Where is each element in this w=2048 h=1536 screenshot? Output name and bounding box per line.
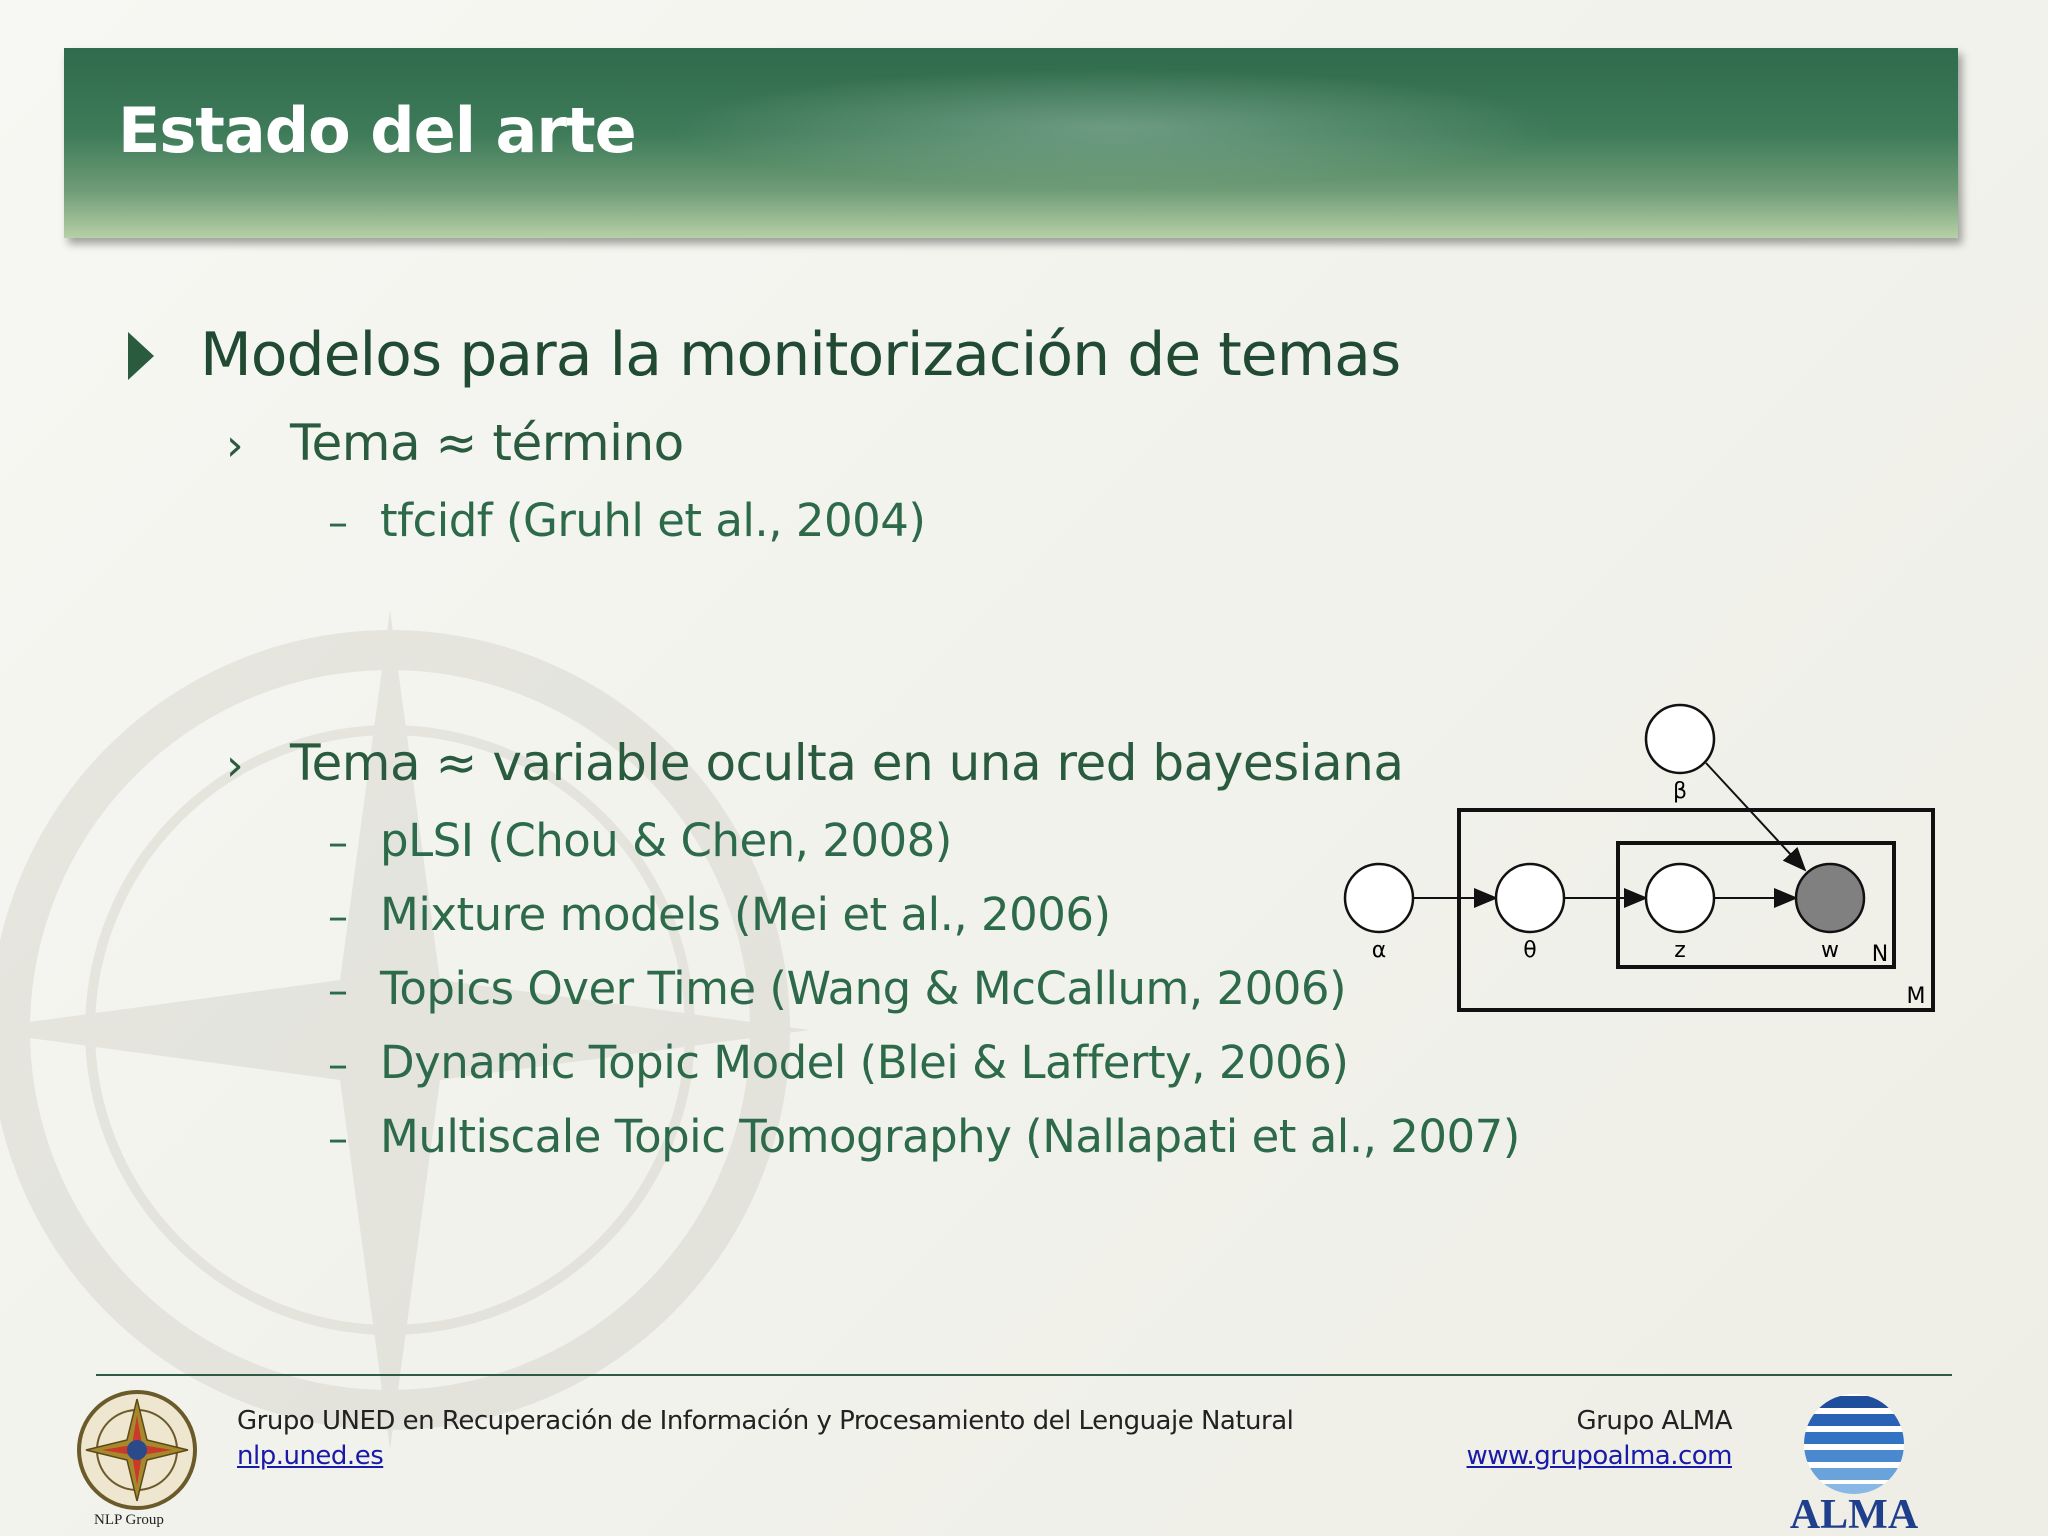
node-beta bbox=[1646, 705, 1714, 773]
triangle-bullet-icon bbox=[128, 332, 154, 380]
label-alpha: α bbox=[1371, 938, 1387, 963]
footer-right bbox=[1467, 1404, 1732, 1474]
dash-bullet-icon: – bbox=[328, 968, 348, 1014]
dash-bullet-icon: – bbox=[328, 1116, 348, 1162]
node-z bbox=[1646, 864, 1714, 932]
alma-group-name: Grupo ALMA bbox=[1576, 1406, 1732, 1436]
list-item: tfcidf (Gruhl et al., 2004) bbox=[380, 494, 926, 547]
nlp-uned-link[interactable]: nlp.uned.es bbox=[237, 1441, 384, 1471]
list-item: Mixture models (Mei et al., 2006) bbox=[380, 888, 1111, 941]
chevron-bullet-icon: › bbox=[226, 740, 244, 791]
uned-group-name: Grupo UNED en Recuperación de Información y Procesamiento del Lenguaje Natural bbox=[237, 1406, 1294, 1436]
node-w bbox=[1796, 864, 1864, 932]
sub-bullet-termino: Tema ≈ término bbox=[290, 414, 684, 472]
compass-watermark bbox=[0, 580, 840, 1480]
footer-left bbox=[237, 1404, 1293, 1474]
footer-divider bbox=[96, 1374, 1952, 1376]
plate-label-m: M bbox=[1906, 984, 1926, 1009]
alma-logo-text: ALMA bbox=[1789, 1492, 1919, 1532]
list-item: Dynamic Topic Model (Blei & Lafferty, 2006) bbox=[380, 1036, 1349, 1089]
dash-bullet-icon: – bbox=[328, 1042, 348, 1088]
dash-bullet-icon: – bbox=[328, 894, 348, 940]
list-item: pLSI (Chou & Chen, 2008) bbox=[380, 814, 952, 867]
dash-bullet-icon: – bbox=[328, 500, 348, 546]
sub-bullet-variable-oculta: Tema ≈ variable oculta en una red bayesiana bbox=[290, 734, 1404, 792]
plate-diagram bbox=[1330, 695, 1950, 1025]
label-w: w bbox=[1821, 938, 1839, 963]
label-theta: θ bbox=[1523, 938, 1537, 963]
grupoalma-link[interactable]: www.grupoalma.com bbox=[1466, 1441, 1732, 1471]
nlp-group-logo bbox=[72, 1385, 202, 1525]
alma-logo bbox=[1784, 1392, 1924, 1532]
slide-title: Estado del arte bbox=[118, 94, 636, 167]
node-alpha bbox=[1345, 864, 1413, 932]
node-theta bbox=[1496, 864, 1564, 932]
list-item: Topics Over Time (Wang & McCallum, 2006) bbox=[380, 962, 1347, 1015]
plate-label-n: N bbox=[1871, 942, 1889, 967]
label-z: z bbox=[1674, 938, 1686, 963]
dash-bullet-icon: – bbox=[328, 820, 348, 866]
chevron-bullet-icon: › bbox=[226, 420, 244, 471]
list-item: Multiscale Topic Tomography (Nallapati et al., 2007) bbox=[380, 1110, 1520, 1163]
nlp-logo-caption: NLP Group bbox=[94, 1512, 164, 1528]
label-beta: β bbox=[1672, 779, 1688, 804]
main-bullet: Modelos para la monitorización de temas bbox=[200, 320, 1401, 390]
